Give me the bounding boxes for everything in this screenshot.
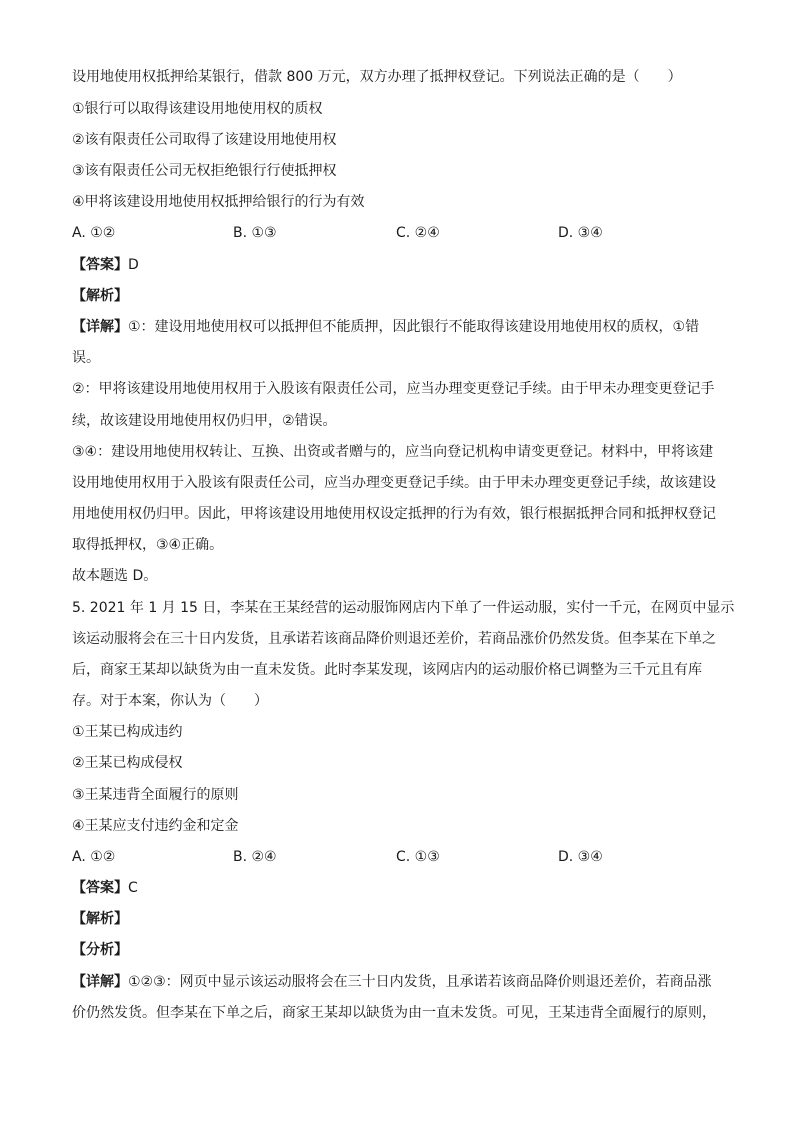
q4-detail-line-4: 续，故该建设用地使用权仍归甲，②错误。 [72, 413, 337, 429]
q5-stem-line-3: 后，商家王某却以缺货为由一直未发货。此时李某发现，该网店内的运动服价格已调整为三千元且有库 [72, 662, 702, 678]
detail-label: 【详解】 [72, 974, 128, 990]
q4-detail-line-2: 误。 [72, 350, 100, 366]
q5-stem-line-1: 5. 2021 年 1 月 15 日，李某在王某经营的运动服饰网店内下单了一件运动服，实付一千元，在网页中显示 [72, 600, 735, 616]
q4-conclusion: 故本题选 D。 [72, 568, 158, 584]
q5-item-4: ④王某应支付违约金和定金 [72, 818, 239, 834]
q5-item-1: ①王某已构成违约 [72, 724, 183, 740]
q4-detail-line-5: ③④：建设用地使用权转让、互换、出资或者赠与的，应当向登记机构申请变更登记。材料中，甲将该建 [72, 444, 714, 460]
q4-item-3: ③该有限责任公司无权拒绝银行行使抵押权 [72, 163, 337, 179]
q5-option-a: A. ①② [72, 849, 116, 865]
q5-stem-line-2: 该运动服将会在三十日内发货，且承诺若该商品降价则退还差价，若商品涨价仍然发货。但李某在下单之 [72, 631, 716, 647]
q5-item-3: ③王某违背全面履行的原则 [72, 787, 239, 803]
q5-detail-line-1 [72, 972, 712, 992]
answer-value: D [128, 257, 139, 273]
q4-option-c: C. ②④ [396, 225, 440, 241]
q4-option-a: A. ①② [72, 225, 116, 241]
q5-item-2: ②王某已构成侵权 [72, 755, 183, 771]
detail-text: ①：建设用地使用权可以抵押但不能质押，因此银行不能取得该建设用地使用权的质权，①错 [128, 319, 700, 335]
q4-detail-line-3: ②：甲将该建设用地使用权用于入股该有限责任公司，应当办理变更登记手续。由于甲未办理变更登记手 [72, 381, 715, 397]
q5-answer [72, 878, 138, 898]
q5-detail-line-2: 价仍然发货。但李某在下单之后，商家王某却以缺货为由一直未发货。可见，王某违背全面履行的原则， [72, 1005, 716, 1021]
q5-analysis2-label: 【分析】 [72, 942, 128, 958]
q4-option-d: D. ③④ [558, 225, 603, 241]
answer-value: C [128, 880, 138, 896]
q5-stem-line-4: 存。对于本案，你认为（ ） [72, 693, 268, 709]
q5-option-d: D. ③④ [558, 849, 603, 865]
q4-item-1: ①银行可以取得该建设用地使用权的质权 [72, 101, 323, 117]
q4-item-2: ②该有限责任公司取得了该建设用地使用权 [72, 132, 337, 148]
q5-analysis-label: 【解析】 [72, 911, 128, 927]
q4-detail-line-8: 取得抵押权，③④正确。 [72, 537, 224, 553]
q4-stem: 设用地使用权抵押给某银行，借款 800 万元，双方办理了抵押权登记。下列说法正确的是（ ） [72, 69, 682, 85]
detail-text: ①②③：网页中显示该运动服将会在三十日内发货，且承诺若该商品降价则退还差价，若商品涨 [128, 974, 712, 990]
q4-detail-line-6: 设用地使用权用于入股该有限责任公司，应当办理变更登记手续。由于甲未办理变更登记手续，故该建设 [72, 475, 716, 491]
answer-label: 【答案】 [72, 880, 128, 896]
q4-answer [72, 255, 139, 275]
q4-detail-line-7: 用地使用权仍归甲。因此，甲将该建设用地使用权设定抵押的行为有效，银行根据抵押合同和抵押权登记 [72, 506, 716, 522]
answer-label: 【答案】 [72, 257, 128, 273]
q5-option-c: C. ①③ [396, 849, 440, 865]
q4-analysis-label: 【解析】 [72, 288, 128, 304]
q4-option-b: B. ①③ [233, 225, 277, 241]
q5-option-b: B. ②④ [233, 849, 277, 865]
q4-detail-line-1 [72, 317, 699, 337]
detail-label: 【详解】 [72, 319, 128, 335]
q4-item-4: ④甲将该建设用地使用权抵押给银行的行为有效 [72, 194, 365, 210]
